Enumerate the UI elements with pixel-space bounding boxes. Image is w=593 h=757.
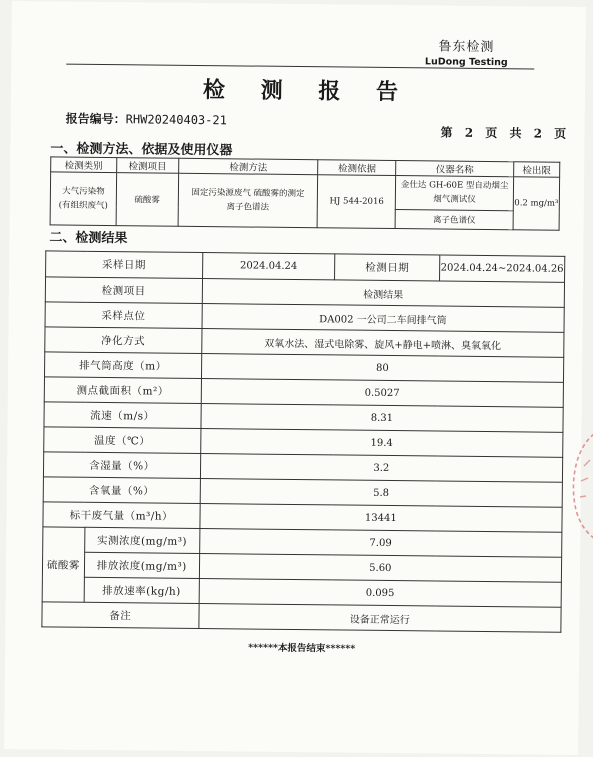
report-end-note: ******本报告结束******: [248, 642, 356, 655]
result-header: 检测结果: [202, 279, 565, 308]
row-value: 0.5027: [201, 379, 564, 408]
group-label: 硫酸雾: [42, 527, 85, 602]
row-label: 含氧量（%）: [43, 477, 200, 504]
seal-stamp-icon: [566, 430, 593, 540]
results-table: [41, 250, 565, 632]
row-value: 5.60: [199, 554, 562, 583]
test-date-label: 检测日期: [335, 254, 440, 281]
header-limit: 检出限: [514, 162, 560, 177]
cell-limit: 0.2 mg/m³: [513, 177, 560, 230]
report-number-value: RHW20240403-21: [125, 112, 227, 128]
sample-date-label: 采样日期: [46, 251, 203, 279]
report-number: [66, 110, 227, 129]
remark-label: 备注: [42, 602, 199, 629]
row-value: 7.09: [199, 529, 562, 558]
cell-method: 固定污染源废气 硫酸雾的测定 离子色谱法: [178, 173, 318, 227]
row-value: 5.8: [200, 479, 563, 508]
header-method: 检测方法: [178, 158, 318, 174]
row-value: DA002 一公司二车间排气筒: [202, 304, 565, 333]
brand-name-en: LuDong Testing: [424, 56, 508, 69]
row-label: 排放浓度(mg/m³): [84, 552, 199, 578]
cell-instrument-1: 金仕达 GH-60E 型自动烟尘 烟气测试仪: [396, 176, 514, 211]
cell-item: 硫酸雾: [116, 173, 178, 227]
row-label: 温度（℃）: [44, 427, 201, 454]
header-basis: 检测依据: [318, 160, 396, 176]
row-label: 排放速率(kg/h): [84, 577, 199, 603]
section-1-heading: 一、检测方法、依据及使用仪器: [50, 141, 233, 159]
section-2-heading: 二、检测结果: [49, 230, 128, 247]
item-header: 检测项目: [45, 277, 202, 304]
row-value: 19.4: [200, 429, 563, 458]
row-label: 标干废气量（m³/h）: [43, 502, 200, 529]
page-title: 检 测 报 告: [202, 77, 413, 106]
method-table: [50, 156, 561, 230]
row-value: 8.31: [201, 404, 564, 433]
page-current: 第 2 页: [440, 125, 498, 141]
row-label: 流速（m/s）: [44, 402, 201, 429]
row-label: 实测浓度(mg/m³): [85, 527, 200, 553]
page-total: 共 2 页: [509, 126, 567, 141]
cell-basis: HJ 544-2016: [317, 175, 395, 229]
test-date-value: 2024.04.24~2024.04.26: [439, 255, 564, 282]
cell-category: 大气污染物 (有组织废气): [50, 172, 116, 226]
row-label: 采样点位: [45, 302, 202, 329]
brand-name-cn: 鲁东检测: [438, 39, 495, 56]
row-label: 含湿量（%）: [43, 452, 200, 479]
header-category: 检测类别: [51, 157, 117, 173]
row-label: 排气筒高度（m）: [44, 352, 201, 379]
cell-instrument-2: 离子色谱仪: [395, 210, 513, 230]
remark-row: [42, 602, 561, 632]
row-label: 测点截面积（m²）: [44, 377, 201, 404]
page-number: [440, 124, 566, 142]
row-value: 3.2: [200, 454, 563, 483]
row-value: 13441: [200, 504, 563, 533]
remark-value: 设备正常运行: [198, 604, 561, 633]
method-table-row: [50, 172, 559, 212]
sample-date-value: 2024.04.24: [202, 253, 335, 280]
report-number-label: 报告编号：: [65, 111, 126, 127]
row-value: 80: [201, 354, 564, 383]
header-item: 检测项目: [117, 158, 179, 174]
brand-block: [406, 35, 526, 68]
header-instrument: 仪器名称: [396, 161, 514, 177]
row-label: 净化方式: [45, 327, 202, 354]
row-value: 0.095: [199, 579, 562, 608]
row-value: 双氧水法、湿式电除雾、旋风+静电+喷淋、臭氧氧化: [201, 329, 564, 358]
report-page: [4, 1, 586, 755]
